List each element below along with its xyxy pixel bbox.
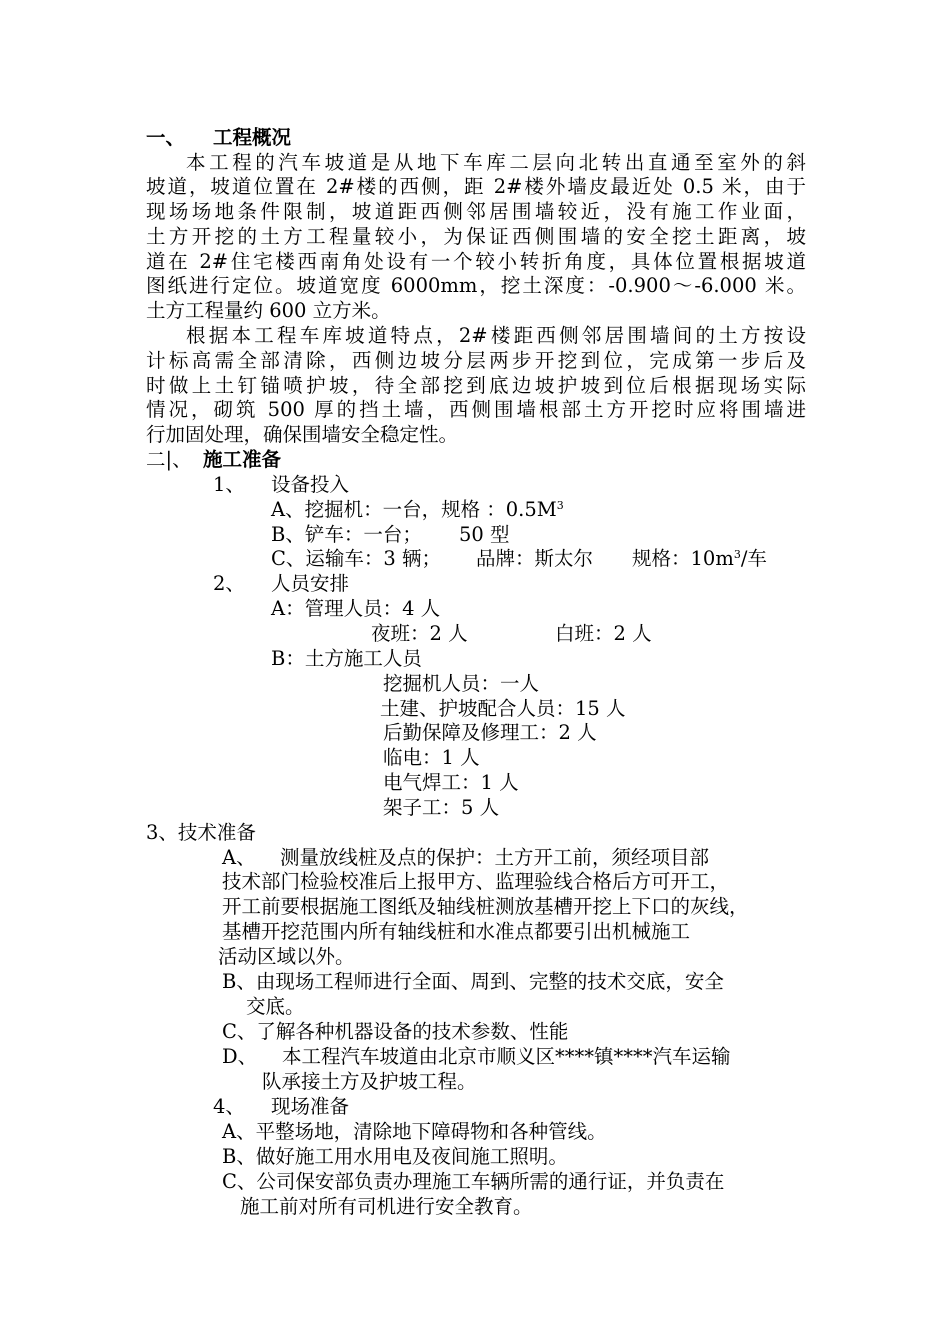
equipment-loader: B、铲车：一台； — [271, 523, 422, 546]
para-1-line: 现场场地条件限制，坡道距西侧邻居围墙较近，没有施工作业面， — [146, 200, 806, 223]
site-c-line: 施工前对所有司机进行安全教育。 — [240, 1195, 533, 1218]
tech-a-line: 开工前要根据施工图纸及轴线桩测放基槽开挖上下口的灰线， — [222, 895, 749, 918]
tech-a-line: 活动区域以外。 — [218, 945, 355, 968]
tech-d-line: 队承接土方及护坡工程。 — [262, 1070, 477, 1093]
tech-b-line: B、由现场工程师进行全面、周到、完整的技术交底，安全 — [222, 970, 724, 993]
staff-title: 人员安排 — [271, 572, 350, 595]
tech-c-line: C、了解各种机器设备的技术参数、性能 — [222, 1020, 569, 1043]
staff-night-shift: 夜班：2 人 — [371, 622, 468, 645]
equipment-number: 1、 — [213, 473, 245, 496]
tech-a-label: A、 — [222, 846, 256, 869]
staff-role: 电气焊工：1 人 — [383, 771, 519, 794]
para-1-line: 图纸进行定位。坡道宽度 6000mm，挖土深度：-0.900～-6.000 米。 — [146, 274, 806, 297]
para-1-line: 坡道，坡道位置在 2#楼的西侧，距 2#楼外墙皮最近处 0.5 米，由于 — [146, 175, 806, 198]
site-title: 现场准备 — [271, 1095, 350, 1118]
section-2-title: 施工准备 — [203, 448, 282, 471]
site-a: A、平整场地，清除地下障碍物和各种管线。 — [222, 1120, 607, 1143]
staff-role: 后勤保障及修理工：2 人 — [383, 721, 597, 744]
staff-day-shift: 白班：2 人 — [555, 622, 652, 645]
para-2-line: 时做上土钉锚喷护坡，待全部挖到底边坡护坡到位后根据现场实际 — [146, 374, 806, 397]
staff-management: A：管理人员：4 人 — [271, 597, 441, 620]
para-1-line: 本工程的汽车坡道是从地下车库二层向北转出直通至室外的斜 — [186, 151, 806, 174]
staff-role: 临电：1 人 — [383, 746, 480, 769]
tech-a-line: 技术部门检验校准后上报甲方、监理验线合格后方可开工， — [222, 870, 730, 893]
equipment-truck-spec: 规格：$10m^3/$车 — [632, 547, 767, 570]
tech-b-line: 交底。 — [246, 995, 305, 1018]
site-b: B、做好施工用水用电及夜间施工照明。 — [222, 1145, 568, 1168]
tech-a-line: 基槽开挖范围内所有轴线桩和水准点都要引出机械施工 — [222, 920, 691, 943]
para-1-line: 土方工程量约 600 立方米。 — [146, 299, 391, 322]
equipment-loader-model: 50 型 — [459, 523, 510, 546]
equipment-title: 设备投入 — [271, 473, 350, 496]
section-1-title: 工程概况 — [213, 126, 292, 149]
site-c-line: C、公司保安部负责办理施工车辆所需的通行证，并负责在 — [222, 1170, 725, 1193]
section-1-number: 一、 — [146, 126, 186, 149]
staff-role: 土建、护坡配合人员：15 人 — [380, 697, 626, 720]
equipment-truck-brand: 品牌：斯太尔 — [476, 547, 594, 570]
para-2-line: 情况，砌筑 500 厚的挡土墙，西侧围墙根部土方开挖时应将围墙进 — [146, 398, 806, 421]
staff-earthwork: B：土方施工人员 — [271, 647, 422, 670]
para-1-line: 土方开挖的土方工程量较小，为保证西侧围墙的安全挖土距离，坡 — [146, 225, 806, 248]
site-number: 4、 — [213, 1095, 245, 1118]
staff-number: 2、 — [213, 572, 245, 595]
tech-a-line: 测量放线桩及点的保护：土方开工前，须经项目部 — [280, 846, 710, 869]
para-2-line: 计标高需全部清除，西侧边坡分层两步开挖到位，完成第一步后及 — [146, 349, 806, 372]
equipment-truck: C、运输车：3 辆； — [271, 547, 442, 570]
para-2-line: 根据本工程车库坡道特点，2#楼距西侧邻居围墙间的土方按设 — [186, 324, 806, 347]
staff-role: 架子工：5 人 — [383, 796, 500, 819]
staff-role: 挖掘机人员：一人 — [383, 672, 540, 695]
para-2-line: 行加固处理，确保围墙安全稳定性。 — [146, 423, 459, 446]
tech-title: 3、技术准备 — [146, 821, 256, 844]
tech-d-line: 本工程汽车坡道由北京市顺义区****镇****汽车运输 — [282, 1045, 731, 1068]
equipment-excavator: A、挖掘机：一台，规格 ：$0.5M^3$ — [271, 498, 564, 521]
para-1-line: 道在 2#住宅楼西南角处设有一个较小转折角度，具体位置根据坡道 — [146, 250, 806, 273]
section-2-number: 二|、 — [146, 448, 192, 471]
tech-d-label: D、 — [222, 1045, 258, 1068]
